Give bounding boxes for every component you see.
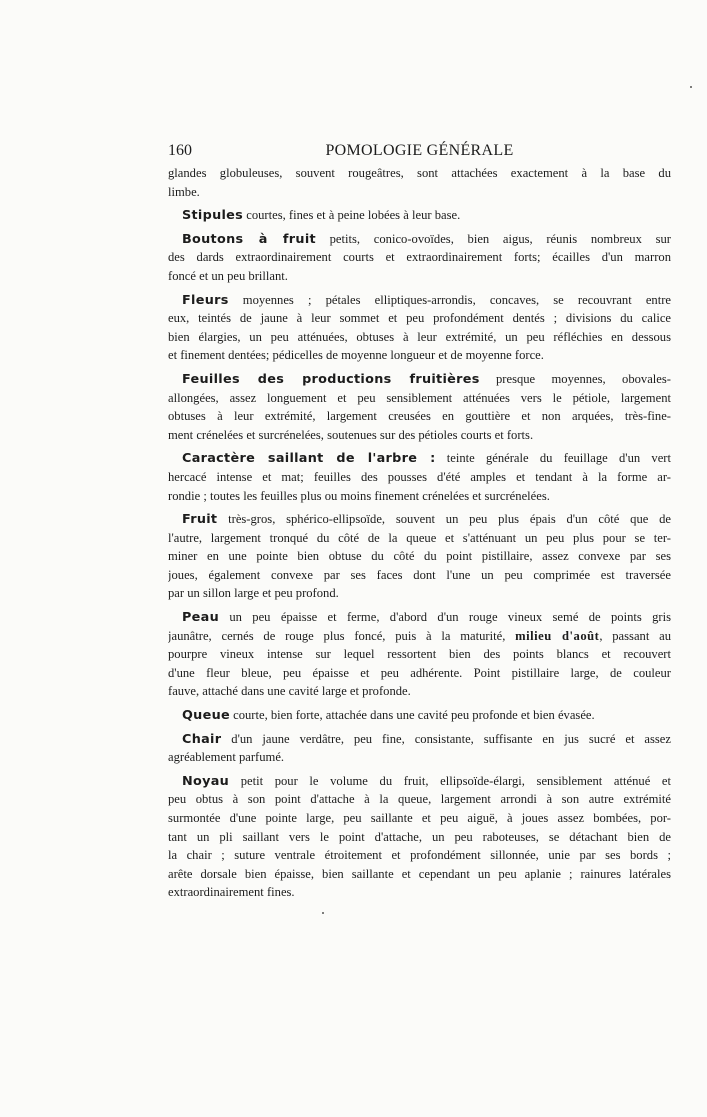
paragraph xyxy=(168,730,671,767)
section-heading: Caractère saillant de l'arbre : xyxy=(182,451,436,467)
line-text: moyennes ; pétales elliptiques-arrondis, concaves, se recouvrant entre xyxy=(228,292,671,307)
text-line xyxy=(168,248,671,267)
line-text: agréablement parfumé. xyxy=(168,750,285,765)
paragraph xyxy=(168,772,671,902)
line-text: petits, conico-ovoïdes, bien aigus, réunis nombreux sur xyxy=(315,231,671,246)
line-text: joues, également convexe par ses faces dont l'une un peu comprimée est traversée xyxy=(168,567,671,582)
text-line xyxy=(168,487,671,506)
text-line xyxy=(168,682,671,701)
paragraph xyxy=(168,510,671,603)
text-line xyxy=(168,645,671,664)
text-line xyxy=(168,566,671,585)
page-header xyxy=(168,140,671,164)
text-line xyxy=(168,346,671,365)
paragraph xyxy=(168,164,671,201)
paragraph xyxy=(168,370,671,444)
text-line xyxy=(168,389,671,408)
line-text: pourpre vineux intense sur lequel ressortent bien des points blancs et recouvert xyxy=(168,647,671,662)
line-text: rondie ; toutes les feuilles plus ou moins finement crénelées et surcrénelées. xyxy=(168,488,550,503)
section-heading: Queue xyxy=(182,708,230,724)
paragraph xyxy=(168,706,671,725)
text-line xyxy=(168,267,671,286)
text-line xyxy=(168,449,671,468)
line-text: courte, bien forte, attachée dans une cavité peu profonde et bien évasée. xyxy=(229,708,595,723)
line-text: peu obtus à son point d'attache à la queue, largement arrondi à son autre extrémité xyxy=(168,792,671,807)
line-text: l'autre, largement tronqué du côté de la queue et s'atténuant un peu plus pour se ter- xyxy=(168,530,671,545)
line-text: arête dorsale bien épaisse, bien saillante et cependant un peu aplanie ; rainures latérales xyxy=(168,866,671,881)
text-line xyxy=(168,664,671,683)
line-text: foncé et un peu brillant. xyxy=(168,268,288,283)
text-line xyxy=(168,370,671,389)
text-line xyxy=(168,309,671,328)
line-text: tant un pli saillant vers le point d'attache, un peu raboteuses, se détachant bien de xyxy=(168,829,671,844)
emphasized-text: milieu d'août xyxy=(515,628,600,643)
line-text: jaunâtre, cernés de rouge plus foncé, puis à la maturité, xyxy=(168,628,516,643)
section-heading: Chair xyxy=(182,731,222,747)
text-line xyxy=(168,730,671,749)
line-text: ment crénelées et surcrénelées, soutenues sur des pétioles courts et forts. xyxy=(168,427,534,442)
text-line xyxy=(168,809,671,828)
scan-speck xyxy=(322,912,324,914)
line-text: des dards extraordinairement courts et extraordinairement forts; écailles d'un marron xyxy=(168,250,671,265)
line-text: surmontée d'une pointe large, peu saillante et peu aiguë, à joues assez bombées, por- xyxy=(168,811,671,825)
text-line xyxy=(168,230,671,249)
text-line xyxy=(168,529,671,548)
line-text: limbe. xyxy=(168,184,200,199)
section-heading: Fruit xyxy=(182,512,218,528)
paragraph xyxy=(168,206,671,225)
text-line xyxy=(168,407,671,426)
text-line xyxy=(168,426,671,445)
line-text: miner en une pointe bien obtuse du côté du point pistillaire, assez convexe par ses xyxy=(168,549,671,564)
text-line xyxy=(168,748,671,767)
line-text: obtuses à leur extrémité, largement creusées en gouttière et non arquées, très-fine- xyxy=(168,409,671,424)
section-heading: Stipules xyxy=(182,208,244,224)
section-heading: Peau xyxy=(182,610,220,626)
paragraph xyxy=(168,230,671,286)
text-line xyxy=(168,706,671,725)
text-line xyxy=(168,547,671,566)
text-line xyxy=(168,846,671,865)
section-heading: Fleurs xyxy=(182,292,229,308)
line-text: presque moyennes, obovales- xyxy=(479,371,671,386)
line-text: teinte générale du feuillage d'un vert xyxy=(435,451,671,466)
line-text: extraordinairement fines. xyxy=(168,885,295,900)
text-line xyxy=(168,772,671,791)
text-line xyxy=(168,790,671,809)
line-text: très-gros, sphérico-ellipsoïde, souvent un peu plus épais d'un côté que de xyxy=(217,512,671,527)
line-text: , passant au xyxy=(599,628,671,643)
line-text: et finement dentées; pédicelles de moyenne longueur et de moyenne force. xyxy=(168,348,544,363)
text-line xyxy=(168,164,671,183)
text-line xyxy=(168,828,671,847)
text-line xyxy=(168,584,671,603)
text-line xyxy=(168,183,671,202)
scan-speck xyxy=(690,86,692,88)
text-line xyxy=(168,627,671,646)
page-body xyxy=(168,164,671,902)
line-text: d'une fleur bleue, peu épaisse et peu adhérente. Point pistillaire large, de couleur xyxy=(168,665,671,680)
line-text: allongées, assez longuement et peu sensiblement atténuées vers le pétiole, largement xyxy=(168,390,671,405)
text-line xyxy=(168,865,671,884)
line-text: par un sillon large et peu profond. xyxy=(168,586,339,601)
text-line xyxy=(168,291,671,310)
text-line xyxy=(168,328,671,347)
text-line xyxy=(168,206,671,225)
line-text: fauve, attaché dans une cavité large et profonde. xyxy=(168,684,411,699)
line-text: hercacé intense et mat; feuilles des pousses d'été amples et tendant à la forme ar- xyxy=(168,469,671,484)
text-line xyxy=(168,883,671,902)
line-text: bien élargies, un peu atténuées, obtuses à leur extrémité, un peu réfléchies en dessous xyxy=(168,329,671,344)
section-heading: Noyau xyxy=(182,773,230,789)
line-text: eux, teintés de jaune à leur sommet et peu profondément dentés ; divisions du calice xyxy=(168,311,671,326)
paragraph xyxy=(168,449,671,505)
text-line xyxy=(168,468,671,487)
running-title: POMOLOGIE GÉNÉRALE xyxy=(325,142,514,159)
book-page xyxy=(168,140,671,907)
text-line xyxy=(168,510,671,529)
line-text: la chair ; suture ventrale étroitement et profondément sillonnée, unie par ses bords ; xyxy=(168,848,671,863)
line-text: d'un jaune verdâtre, peu fine, consistante, suffisante en jus sucré et assez xyxy=(221,731,671,746)
line-text: petit pour le volume du fruit, ellipsoïde-élargi, sensiblement atténué et xyxy=(229,773,671,788)
section-heading: Boutons à fruit xyxy=(182,231,316,247)
line-text: glandes globuleuses, souvent rougeâtres, sont attachées exactement à la base du xyxy=(168,166,671,180)
paragraph xyxy=(168,291,671,365)
page-number: 160 xyxy=(168,142,192,159)
paragraph xyxy=(168,608,671,701)
section-heading: Feuilles des productions fruitières xyxy=(182,371,480,387)
line-text: courtes, fines et à peine lobées à leur base. xyxy=(243,208,461,223)
text-line xyxy=(168,608,671,627)
line-text: un peu épaisse et ferme, d'abord d'un rouge vineux semé de points gris xyxy=(219,610,671,625)
